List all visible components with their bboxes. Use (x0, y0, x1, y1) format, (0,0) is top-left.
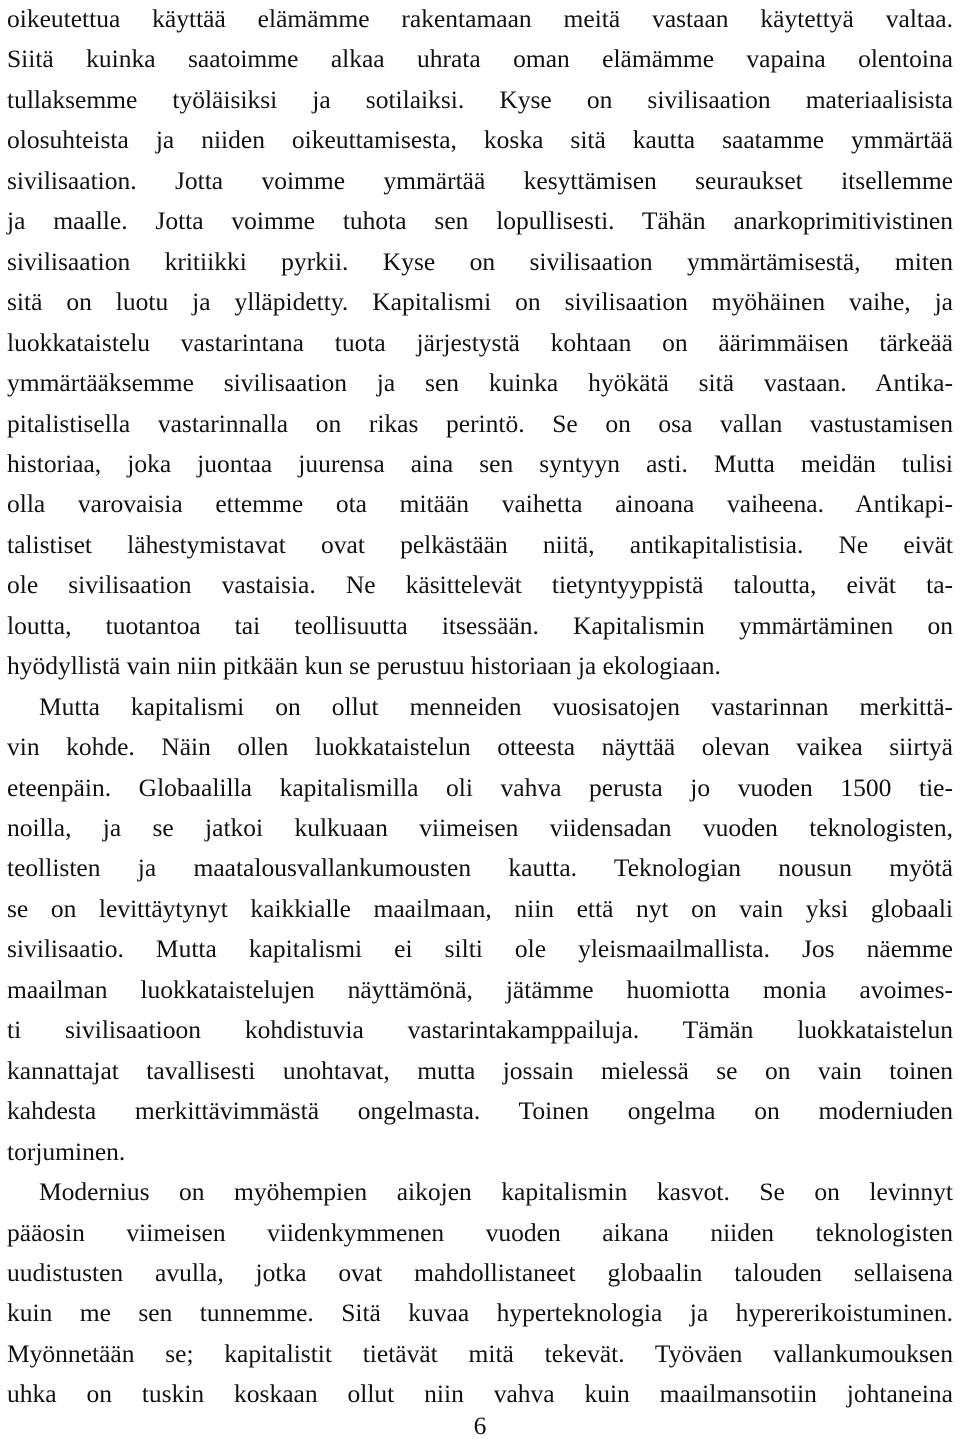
text-line: se on levittäytynyt kaikkialle maailmaan, niin että nyt on vain yksi globaali (7, 893, 953, 923)
text-line: Mutta kapitalismi on ollut menneiden vuosisatojen vastarinnan merkittä- (39, 691, 953, 721)
text-line: ymmärtääksemme sivilisaation ja sen kuinka hyökätä sitä vastaan. Antika- (7, 368, 953, 398)
text-line: tullaksemme työläisiksi ja sotilaiksi. Kyse on sivilisaation materiaalisista (7, 84, 953, 114)
document-page (7, 0, 953, 1448)
text-line: eteenpäin. Globaalilla kapitalismilla oli vahva perusta jo vuoden 1500 tie- (7, 772, 953, 802)
text-line: pitalistisella vastarinnalla on rikas perintö. Se on osa vallan vastustamisen (7, 408, 953, 438)
text-line: Myönnetään se; kapitalistit tietävät mitä tekevät. Työväen vallankumouksen (7, 1338, 953, 1368)
text-line: hyödyllistä vain niin pitkään kun se perustuu historiaan ja ekologiaan. (7, 651, 721, 681)
text-line: ole sivilisaation vastaisia. Ne käsittelevät tietyntyyppistä taloutta, eivät ta- (7, 570, 953, 600)
text-line: uudistusten avulla, jotka ovat mahdollistaneet globaalin talouden sellaisena (7, 1257, 953, 1287)
text-line: sivilisaation kritiikki pyrkii. Kyse on sivilisaation ymmärtämisestä, miten (7, 246, 953, 276)
text-line: pääosin viimeisen viidenkymmenen vuoden aikana niiden teknologisten (7, 1217, 953, 1247)
text-line: historiaa, joka juontaa juurensa aina sen syntyyn asti. Mutta meidän tulisi (7, 448, 953, 478)
text-line: maailman luokkataistelujen näyttämönä, jätämme huomiotta monia avoimes- (7, 974, 953, 1004)
text-line: ja maalle. Jotta voimme tuhota sen lopullisesti. Tähän anarkoprimitivistinen (7, 206, 953, 236)
text-line: kahdesta merkittävimmästä ongelmasta. Toinen ongelma on moderniuden (7, 1096, 953, 1126)
text-line: teollisten ja maatalousvallankumousten kautta. Teknologian nousun myötä (7, 853, 953, 883)
text-line: sitä on luotu ja ylläpidetty. Kapitalismi on sivilisaation myöhäinen vaihe, ja (7, 287, 953, 317)
text-line: kuin me sen tunnemme. Sitä kuvaa hyperteknologia ja hypererikoistuminen. (7, 1298, 953, 1328)
text-line: uhka on tuskin koskaan ollut niin vahva kuin maailmansotiin johtaneina (7, 1379, 953, 1409)
text-line: talistiset lähestymistavat ovat pelkästään niitä, antikapitalistisia. Ne eivät (7, 529, 953, 559)
text-line: sivilisaatio. Mutta kapitalismi ei silti ole yleismaailmallista. Jos näemme (7, 934, 953, 964)
text-line: noilla, ja se jatkoi kulkuaan viimeisen viidensadan vuoden teknologisten, (7, 813, 953, 842)
text-line: olla varovaisia ettemme ota mitään vaihetta ainoana vaiheena. Antikapi- (7, 489, 953, 519)
text-line: olosuhteista ja niiden oikeuttamisesta, koska sitä kautta saatamme ymmärtää (7, 125, 953, 155)
text-line: ti sivilisaatioon kohdistuvia vastarintakamppailuja. Tämän luokkataistelun (7, 1015, 953, 1045)
text-line: kannattajat tavallisesti unohtavat, mutta jossain mielessä se on vain toinen (7, 1055, 953, 1085)
text-line: loutta, tuotantoa tai teollisuutta itsessään. Kapitalismin ymmärtäminen on (7, 610, 953, 640)
text-line: vin kohde. Näin ollen luokkataistelun otteesta näyttää olevan vaikea siirtyä (7, 732, 953, 762)
text-line: Modernius on myöhempien aikojen kapitalismin kasvot. Se on levinnyt (39, 1177, 953, 1207)
text-line: sivilisaation. Jotta voimme ymmärtää kesyttämisen seuraukset itsellemme (7, 165, 953, 195)
text-line: torjuminen. (7, 1136, 126, 1166)
text-line: Siitä kuinka saatoimme alkaa uhrata oman elämämme vapaina olentoina (7, 44, 953, 74)
page-number: 6 (473, 1411, 487, 1440)
text-line: oikeutettua käyttää elämämme rakentamaan meitä vastaan käytettyä valtaa. (7, 4, 953, 33)
text-line: luokkataistelu vastarintana tuota järjestystä kohtaan on äärimmäisen tärkeää (7, 327, 953, 357)
